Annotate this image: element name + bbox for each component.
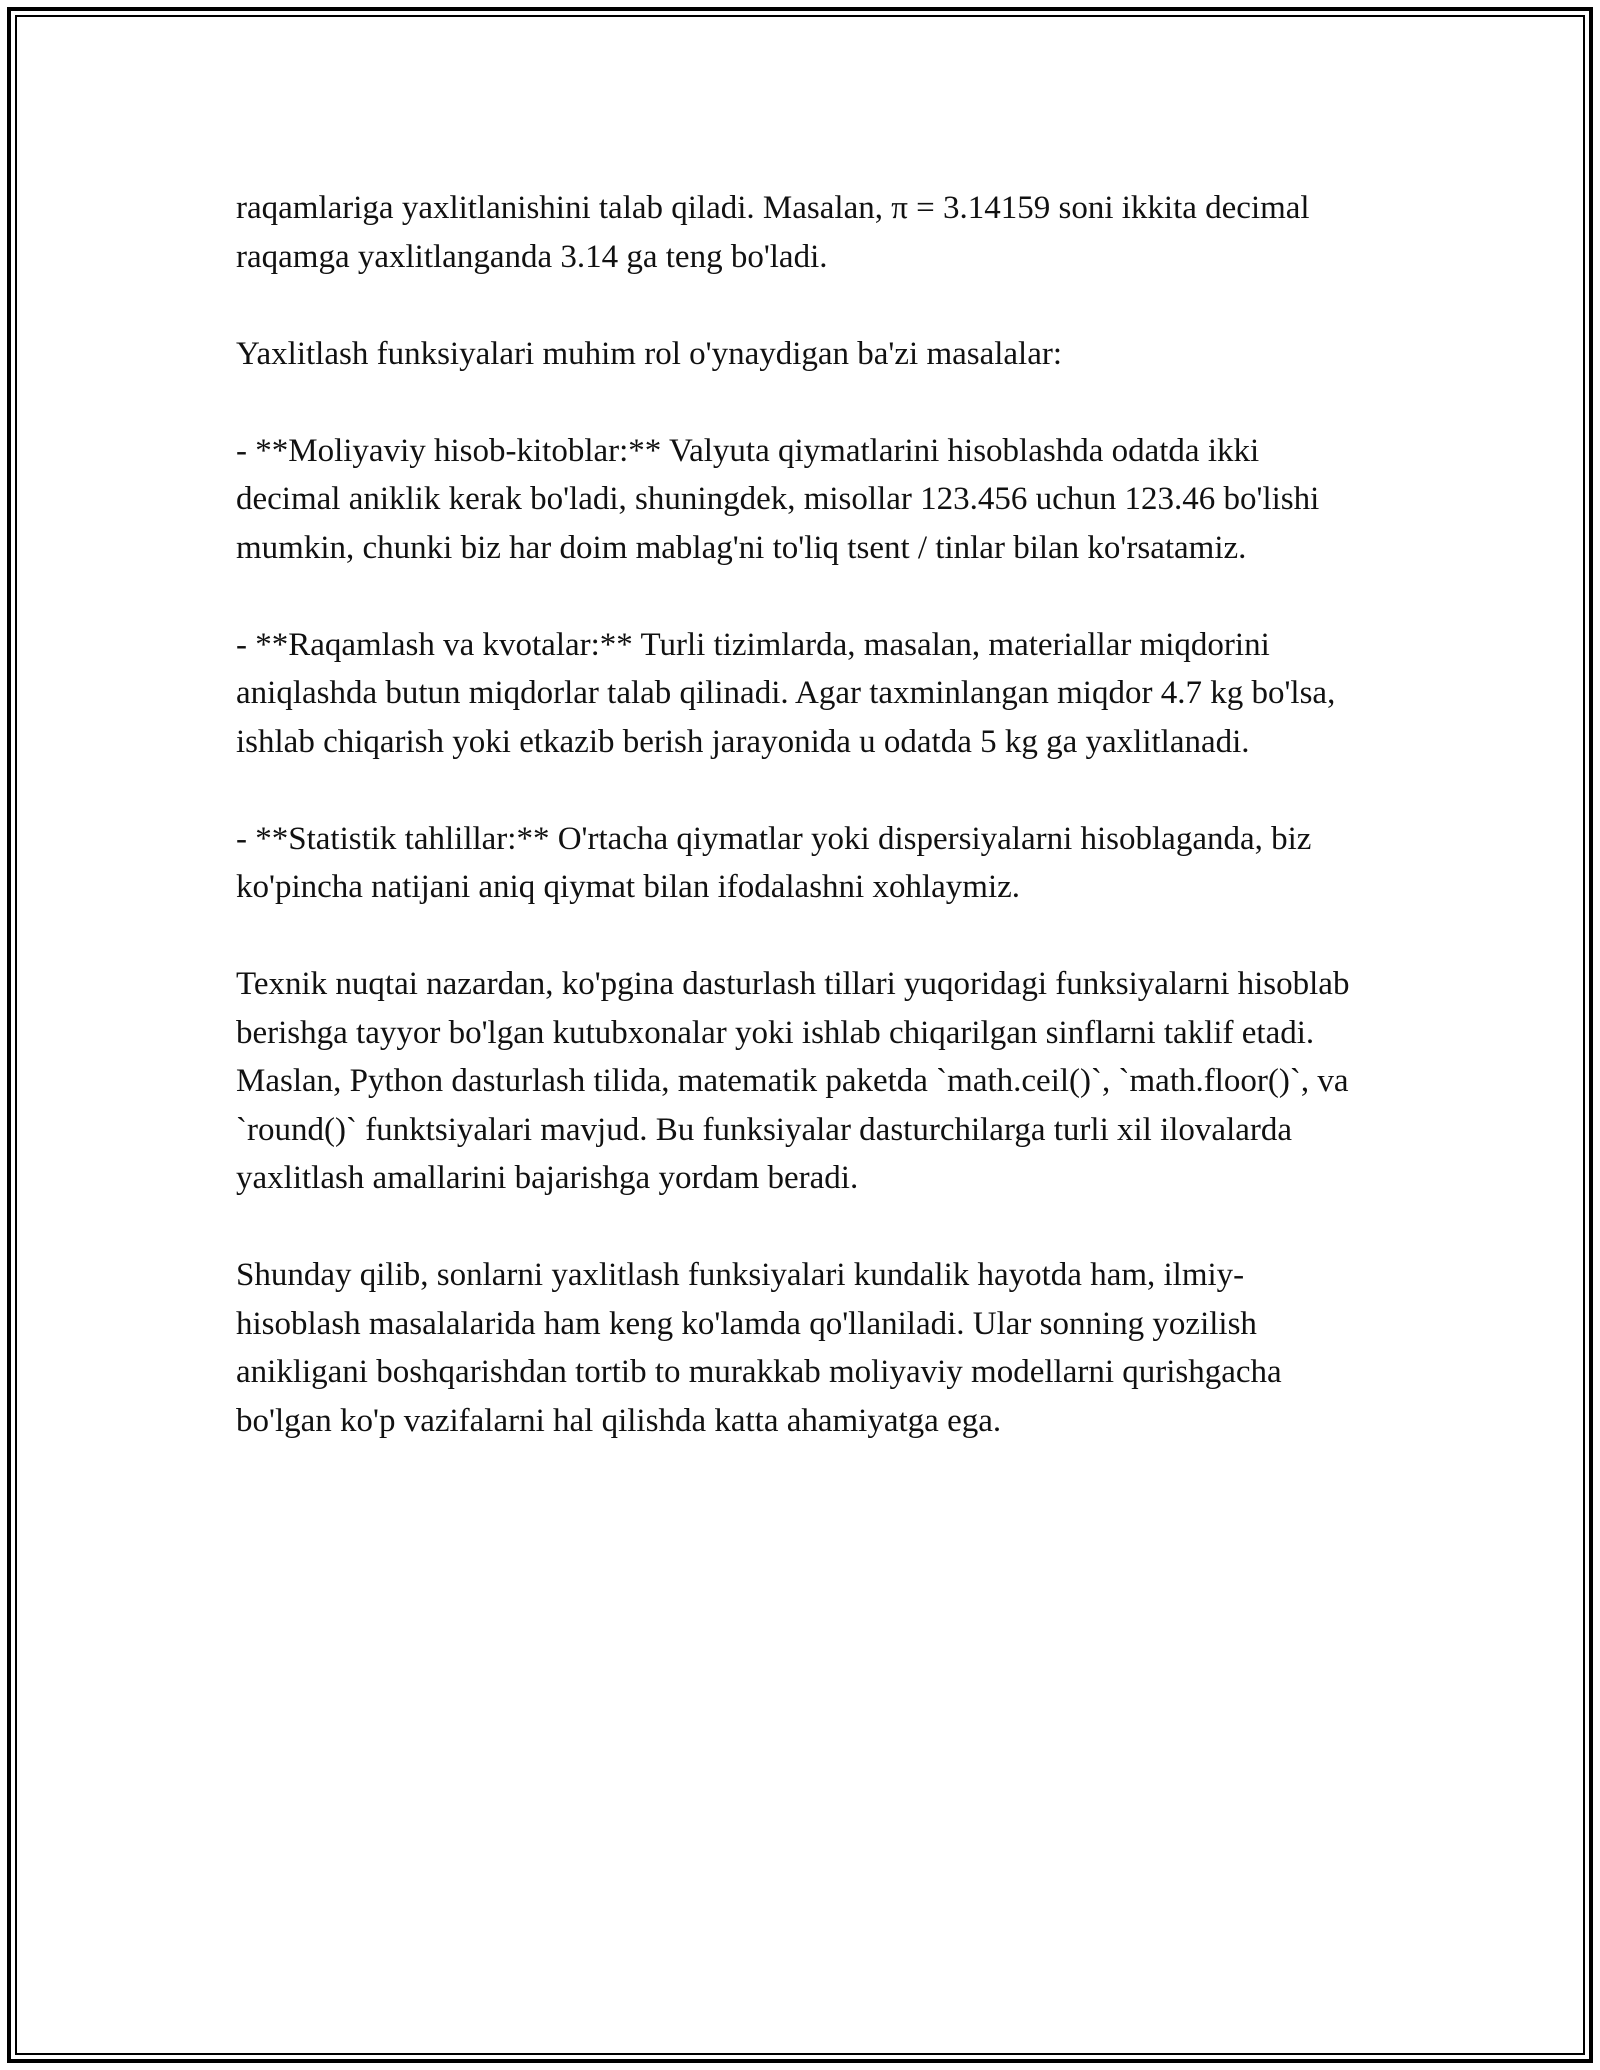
list-item-statistics: - **Statistik tahlillar:** O'rtacha qiymatlar yoki dispersiyalarni hisoblaganda, biz ko'pincha natijani aniq qiymat bilan ifodalashni xohlaymiz. [236, 820, 1312, 905]
paragraph-programming-languages: Texnik nuqtai nazardan, ko'pgina dasturlash tillari yuqoridagi funksiyalarni hisoblab berishga tayyor bo'lgan kutubxonalar yoki ishlab chiqarilgan sinflarni taklif etadi. Maslan, Python dasturlash tilida, matematik paketda `math.ceil()`, `math.floor()`, va `round()` funktsiyalari mavjud. Bu funksiyalar dasturchilarga turli xil ilovalarda yaxlitlash amallarini bajarishga yordam beradi. [236, 966, 1350, 1196]
document-body [236, 184, 1366, 1445]
paragraph-intro-list: Yaxlitlash funksiyalari muhim rol o'ynaydigan ba'zi masalalar: [236, 335, 1063, 372]
list-item-financial-calculations: - **Moliyaviy hisob-kitoblar:** Valyuta qiymatlarini hisoblashda odatda ikki decimal aniklik kerak bo'ladi, shuningdek, misollar 123.456 uchun 123.46 bo'lishi mumkin, chunki biz har doim mablag'ni to'liq tsent / tinlar bilan ko'rsatamiz. [236, 432, 1320, 566]
list-item-quotas: - **Raqamlash va kvotalar:** Turli tizimlarda, masalan, materiallar miqdorini aniqlashda butun miqdorlar talab qilinadi. Agar taxminlangan miqdor 4.7 kg bo'lsa, ishlab chiqarish yoki etkazib berish jarayonida u odatda 5 kg ga yaxlitlanadi. [236, 626, 1336, 760]
paragraph-conclusion: Shunday qilib, sonlarni yaxlitlash funksiyalari kundalik hayotda ham, ilmiy-hisoblash masalalarida ham keng ko'lamda qo'llaniladi. Ular sonning yozilish anikligani boshqarishdan tortib to murakkab moliyaviy modellarni qurishgacha bo'lgan ko'p vazifalarni hal qilishda katta ahamiyatga ega. [236, 1257, 1282, 1439]
paragraph-rounding-example: raqamlariga yaxlitlanishini talab qiladi. Masalan, π = 3.14159 soni ikkita decimal raqamga yaxlitlanganda 3.14 ga teng bo'ladi. [236, 190, 1310, 275]
